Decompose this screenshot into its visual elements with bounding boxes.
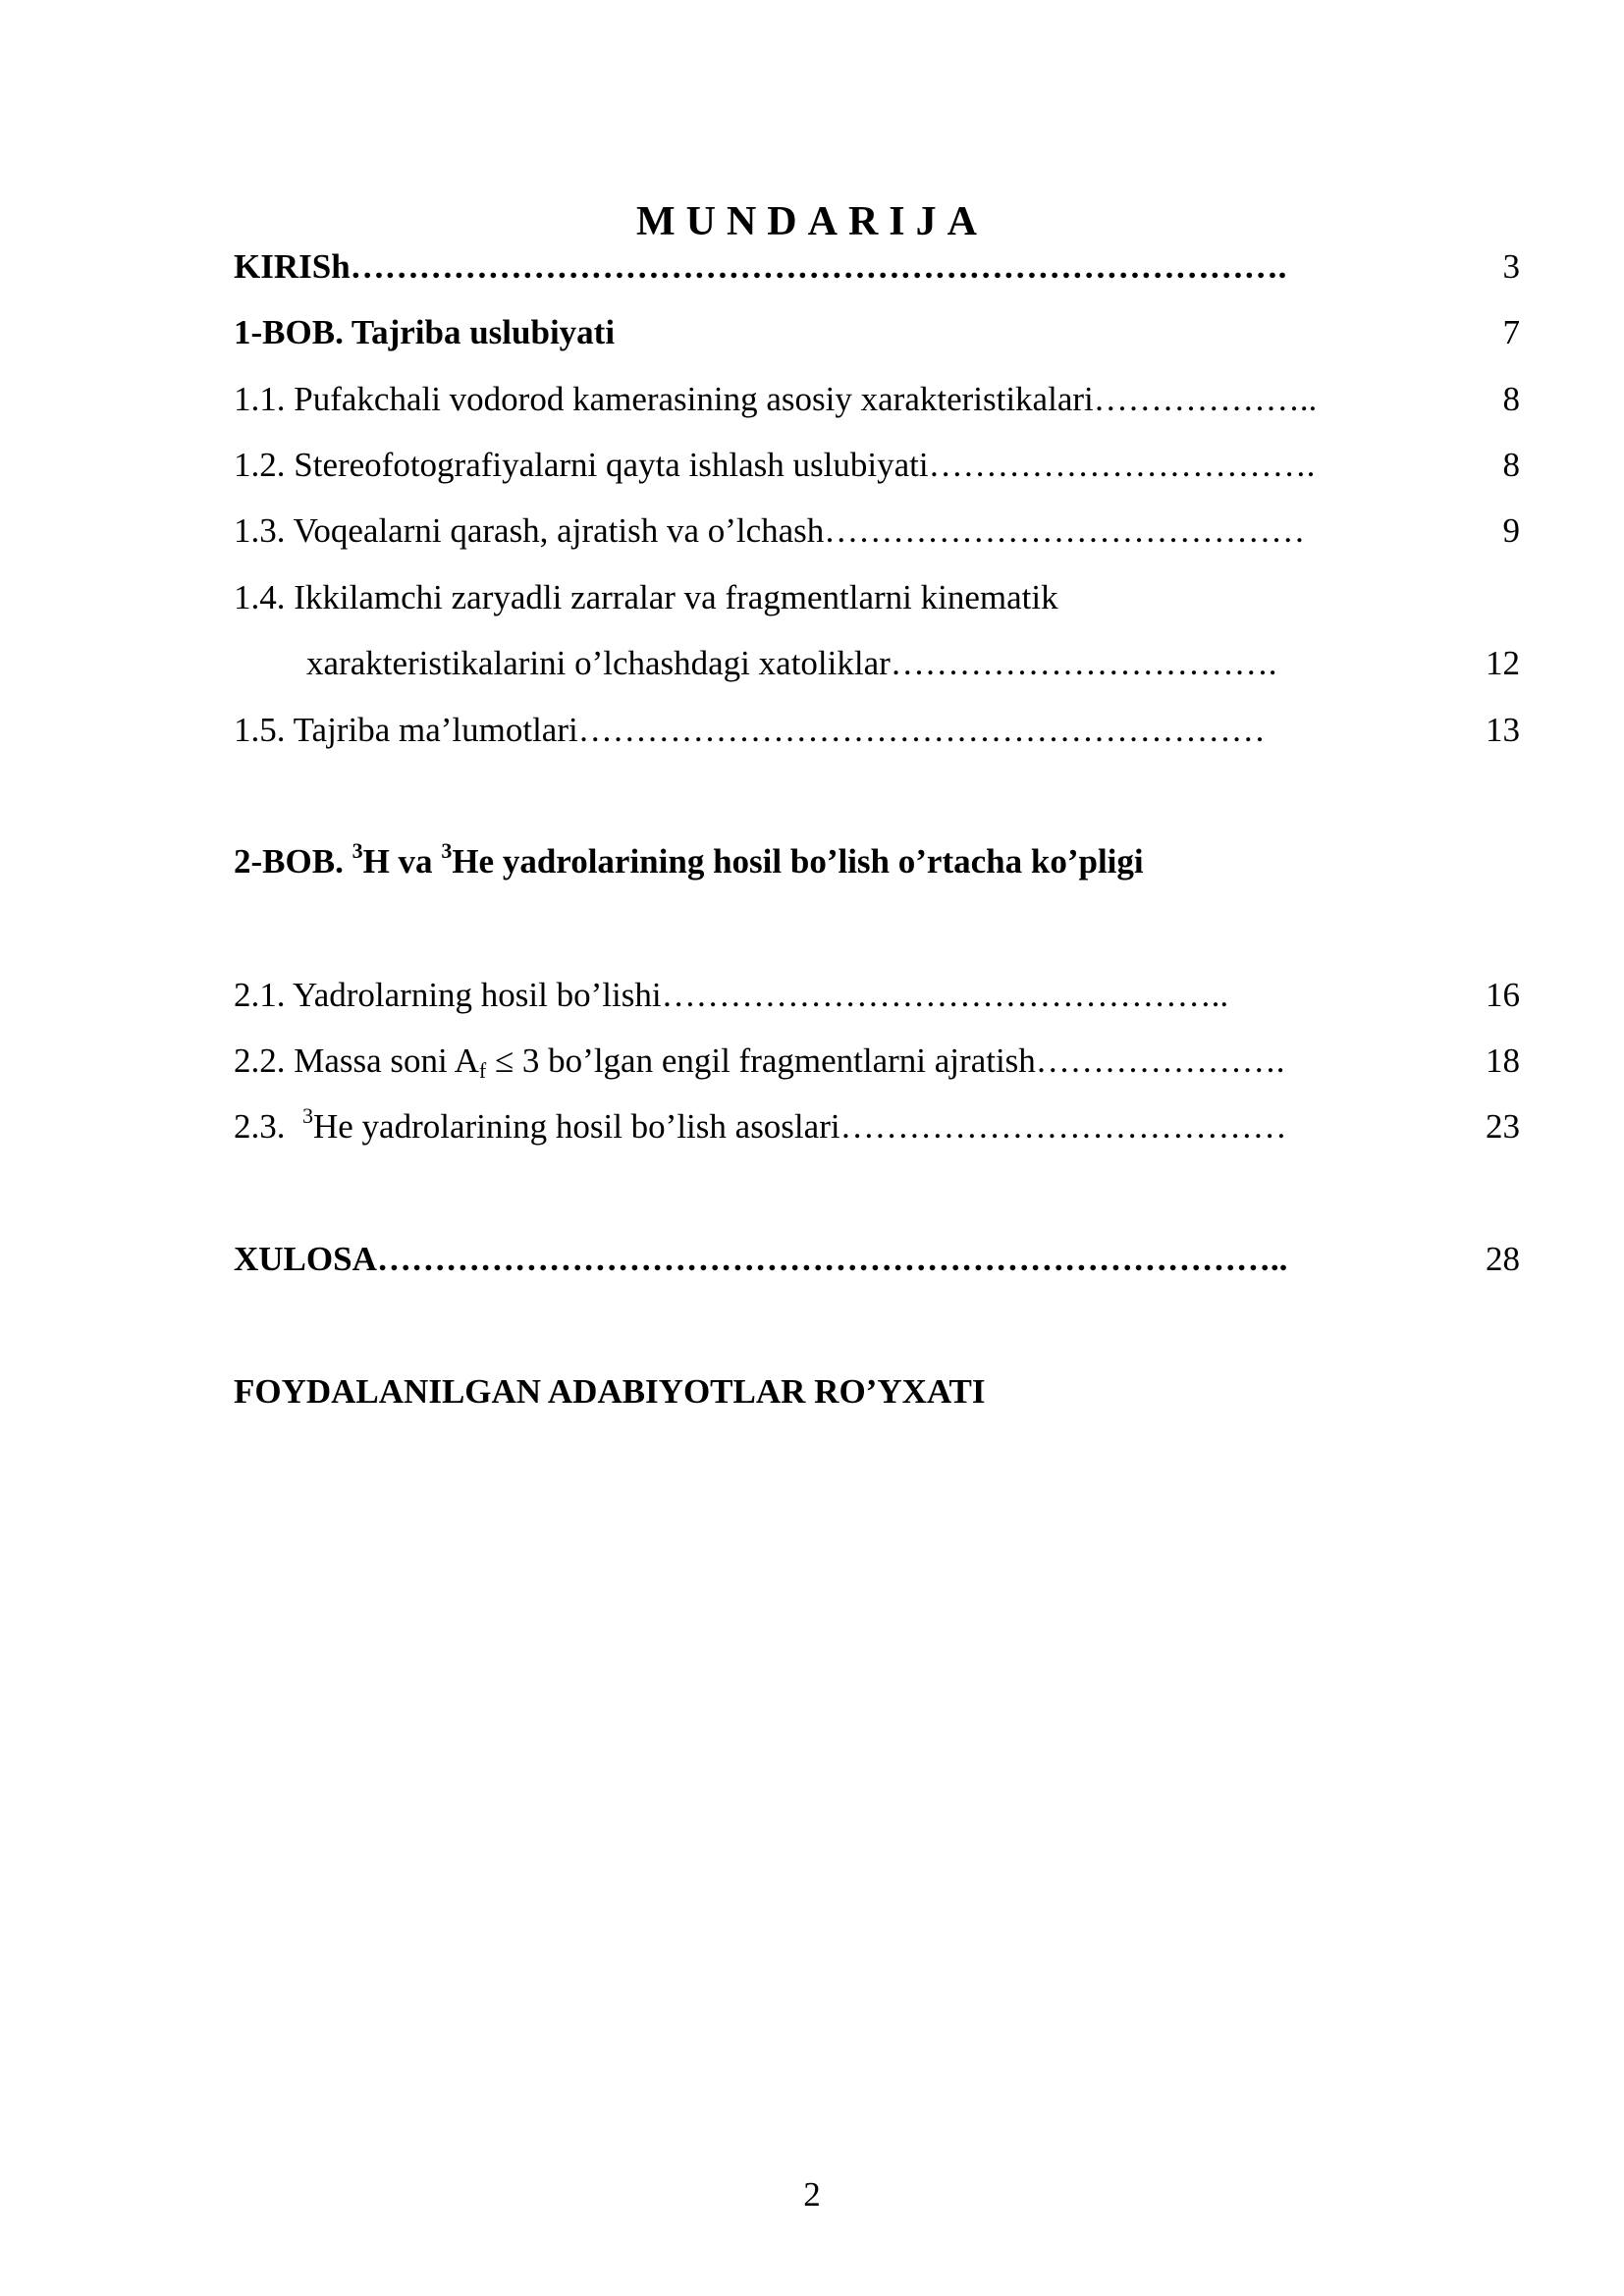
toc-entry-text: xarakteristikalarini o’lchashdagi xatoliklar……………………………. — [306, 644, 1277, 682]
toc-entry-text: 1.5. Tajriba ma’lumotlari…………………………………………………… — [234, 711, 1266, 749]
toc-page-number: 16 — [1486, 976, 1520, 1014]
toc-entry-text: XULOSA…………………………………………………………………….. — [234, 1240, 1288, 1278]
section-2-3-prefix: 2.3. — [234, 1107, 302, 1146]
toc-entry-text — [234, 1101, 1287, 1152]
toc-page-number: 7 — [1502, 313, 1520, 351]
toc-entry-text — [234, 1036, 1285, 1087]
toc-page-number: 12 — [1486, 644, 1520, 682]
superscript-mass-number: 3 — [441, 838, 453, 863]
toc-entry-text: KIRISh………………………………………………………………………. — [234, 247, 1287, 286]
toc-entry-text: 1.4. Ikkilamchi zaryadli zarralar va fragmentlarni kinematik — [234, 578, 1058, 616]
toc-page-number: 8 — [1502, 380, 1520, 418]
toc-entry-text: 1-BOB. Tajriba uslubiyati — [234, 313, 616, 351]
toc-page-number: 18 — [1486, 1041, 1520, 1080]
chapter-2-mid: H va — [362, 842, 442, 881]
toc-entry-text: 1.1. Pufakchali vodorod kamerasining asosiy xarakteristikalari……………….. — [234, 380, 1318, 418]
toc-page-number: 3 — [1502, 247, 1520, 286]
section-2-2-prefix: 2.2. Massa soni A — [234, 1041, 479, 1080]
toc-entry-text: 2.1. Yadrolarning hosil bo’lishi………………………………………….. — [234, 976, 1229, 1014]
section-2-2-rest: ≤ 3 bo’lgan engil fragmentlarni ajratish…………………. — [486, 1041, 1285, 1080]
page-title: MUNDARIJA — [636, 199, 988, 244]
toc-page-number: 9 — [1502, 511, 1520, 550]
toc-entry-text: 1.3. Voqealarni qarash, ajratish va o’lchash…………………………………… — [234, 511, 1306, 550]
superscript-mass-number: 3 — [352, 838, 363, 863]
toc-entry-text: FOYDALANILGAN ADABIYOTLAR RO’YXATI — [234, 1372, 986, 1411]
toc-page-number: 28 — [1486, 1240, 1520, 1278]
toc-entry-text: 1.2. Stereofotografiyalarni qayta ishlash uslubiyati……………………………. — [234, 446, 1316, 484]
chapter-2-prefix: 2-BOB. — [234, 842, 352, 881]
page-number: 2 — [803, 2175, 821, 2214]
subscript-f: f — [478, 1058, 487, 1083]
section-2-3-rest: He yadrolarining hosil bo’lish asoslari………………………………… — [313, 1107, 1287, 1146]
toc-page-number: 8 — [1502, 446, 1520, 484]
superscript-mass-number: 3 — [302, 1103, 313, 1128]
chapter-2-rest: He yadrolarining hosil bo’lish o’rtacha ko’pligi — [452, 842, 1144, 881]
toc-entry-text — [234, 836, 1144, 887]
toc-page-number: 13 — [1486, 711, 1520, 749]
toc-page-number: 23 — [1486, 1107, 1520, 1146]
